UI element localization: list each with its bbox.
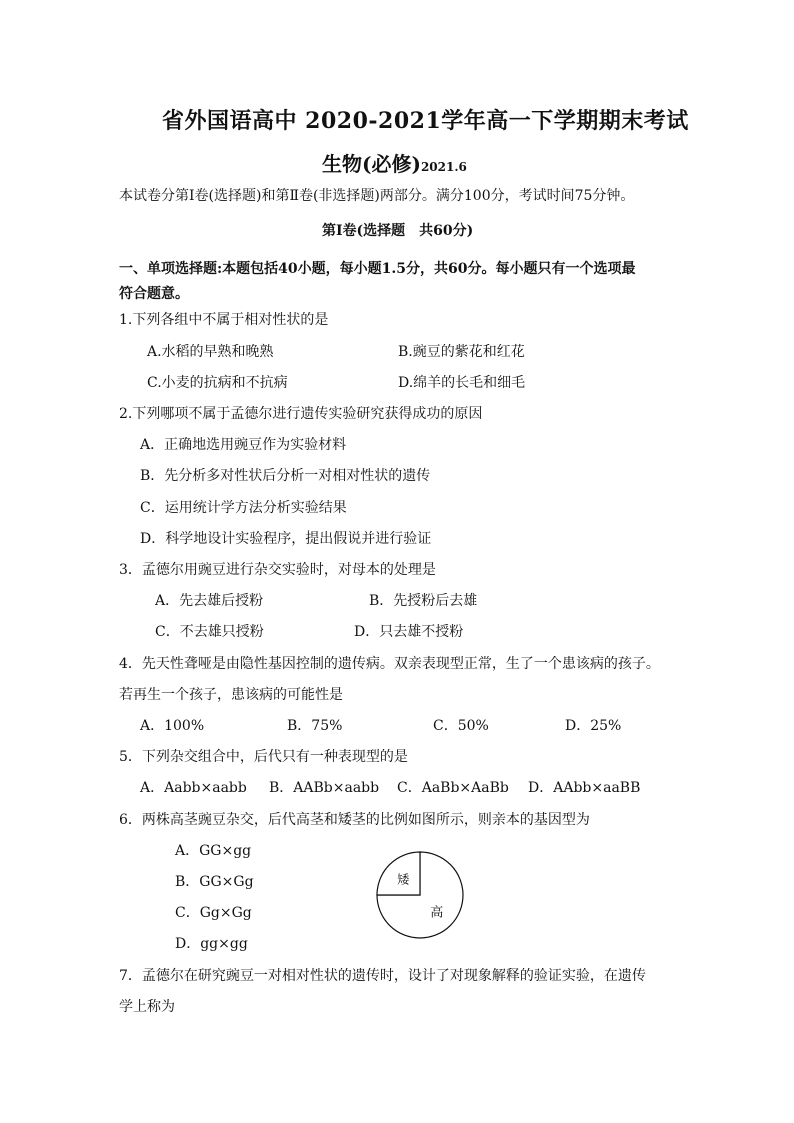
question-5-option-a: A．Aabb×aabb xyxy=(140,780,247,796)
question-5-option-d: D．AAbb×aaBB xyxy=(528,780,641,796)
question-1-option-d: D.绵羊的长毛和细毛 xyxy=(398,375,526,391)
question-1-option-a: A.水稻的早熟和晚熟 xyxy=(147,344,274,360)
exam-title: 省外国语高中 2020-2021学年高一下学期期末考试 xyxy=(162,108,689,134)
question-7-stem-line-2: 学上称为 xyxy=(119,999,175,1015)
question-2-option-c: C．运用统计学方法分析实验结果 xyxy=(140,500,347,516)
pie-label-1: 矮 xyxy=(397,872,410,887)
exam-subtitle xyxy=(322,148,467,177)
exam-intro: 本试卷分第Ⅰ卷(选择题)和第Ⅱ卷(非选择题)两部分。满分100分，考试时间75分钟。 xyxy=(119,188,635,204)
question-4-stem-line-1: 4．先天性聋哑是由隐性基因控制的遗传病。双亲表现型正常，生了一个患该病的孩子。 xyxy=(119,656,660,672)
question-6-stem: 6．两株高茎豌豆杂交，后代高茎和矮茎的比例如图所示，则亲本的基因型为 xyxy=(119,812,590,828)
ratio-pie-chart xyxy=(370,845,470,945)
question-7-stem-line-1: 7．孟德尔在研究豌豆一对相对性状的遗传时，设计了对现象解释的验证实验，在遗传 xyxy=(119,968,646,984)
exam-date: 2021.6 xyxy=(420,160,467,174)
question-4-option-a: A．100% xyxy=(140,718,205,734)
question-1-option-c: C.小麦的抗病和不抗病 xyxy=(147,375,288,391)
question-6-option-b: B．GG×Gg xyxy=(175,874,254,890)
question-3-option-a: A．先去雄后授粉 xyxy=(155,593,264,609)
instruction-line-2: 符合题意。 xyxy=(119,286,189,302)
question-5-option-b: B．AABb×aabb xyxy=(269,780,380,796)
question-5-stem: 5．下列杂交组合中，后代只有一种表现型的是 xyxy=(119,749,408,765)
question-4-option-d: D．25% xyxy=(565,718,622,734)
question-2-option-b: B．先分析多对性状后分析一对相对性状的遗传 xyxy=(140,468,431,484)
pie-label-0: 高 xyxy=(430,905,444,921)
question-3-option-d: D．只去雄不授粉 xyxy=(354,624,464,640)
section-header: 第Ⅰ卷(选择题 共60分) xyxy=(322,223,474,239)
question-2-option-a: A．正确地选用豌豆作为实验材料 xyxy=(140,437,347,453)
question-6-option-a: A．GG×gg xyxy=(175,843,252,859)
question-1-option-b: B.豌豆的紫花和红花 xyxy=(398,344,525,360)
subject-label: 生物(必修) xyxy=(322,152,421,176)
question-6-option-d: D．gg×gg xyxy=(175,936,248,952)
question-2-option-d: D．科学地设计实验程序，提出假说并进行验证 xyxy=(140,531,432,547)
question-3-stem: 3．孟德尔用豌豆进行杂交实验时，对母本的处理是 xyxy=(119,562,436,578)
question-5-option-c: C．AaBb×AaBb xyxy=(397,780,509,796)
question-3-option-b: B．先授粉后去雄 xyxy=(369,593,478,609)
question-6-option-c: C．Gg×Gg xyxy=(175,905,252,921)
question-4-stem-line-2: 若再生一个孩子，患该病的可能性是 xyxy=(119,687,343,703)
question-3-option-c: C．不去雄只授粉 xyxy=(155,624,264,640)
question-2-stem: 2.下列哪项不属于孟德尔进行遗传实验研究获得成功的原因 xyxy=(119,406,483,422)
question-1-stem: 1.下列各组中不属于相对性状的是 xyxy=(119,312,329,328)
question-4-option-c: C．50% xyxy=(433,718,489,734)
question-4-option-b: B．75% xyxy=(287,718,343,734)
instruction-line-1: 一、单项选择题:本题包括40小题，每小题1.5分，共60分。每小题只有一个选项最 xyxy=(119,261,636,277)
